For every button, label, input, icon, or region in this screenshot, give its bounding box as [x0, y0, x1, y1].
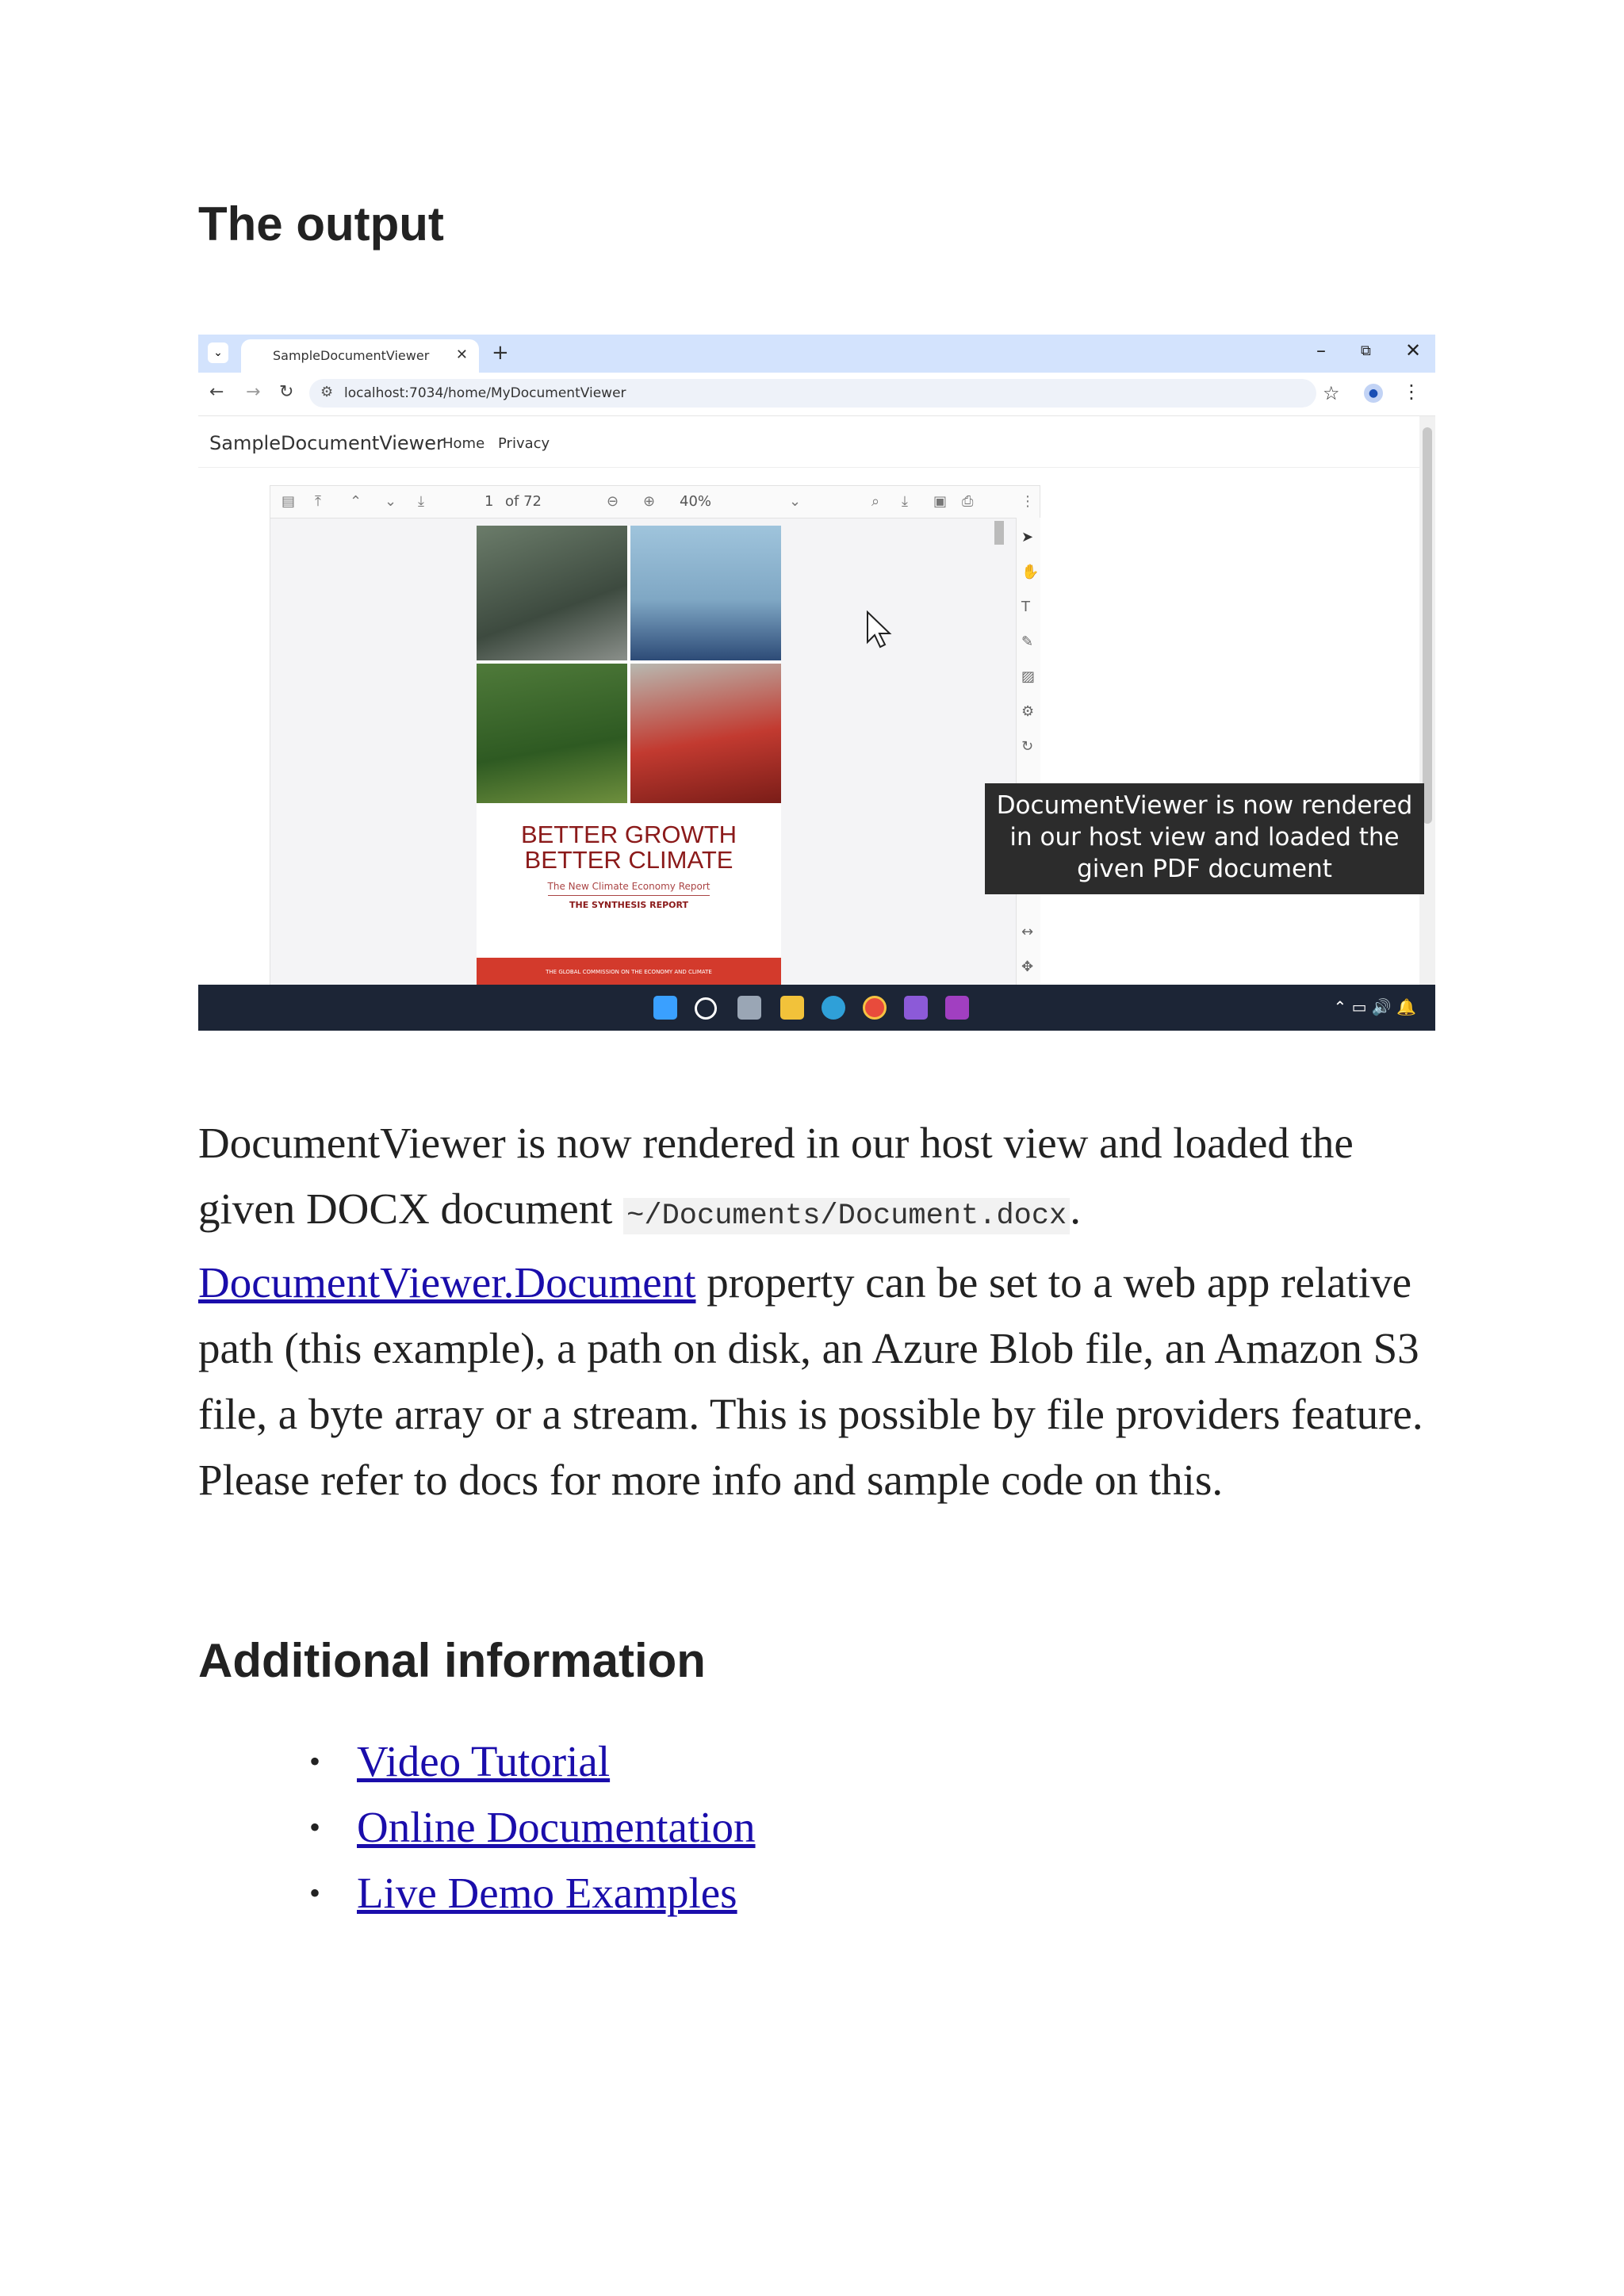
viewer-toolbar — [270, 486, 1040, 519]
window-close-icon[interactable]: ✕ — [1405, 339, 1422, 362]
additional-links-list — [198, 1728, 756, 1926]
zoom-in-icon[interactable]: ⊕ — [643, 493, 656, 510]
cover-divider — [548, 895, 710, 896]
site-settings-icon[interactable]: ⚙ — [320, 384, 334, 400]
video-caption: DocumentViewer is now rendered in our host view and loaded the given PDF document — [985, 783, 1424, 894]
profile-icon[interactable]: ● — [1364, 384, 1383, 403]
documentviewer-document-link[interactable]: DocumentViewer.Document — [198, 1258, 696, 1307]
viewer-scrollbar[interactable] — [994, 521, 1004, 545]
paragraph-text-2: . — [1070, 1184, 1082, 1233]
list-item — [357, 1860, 756, 1926]
new-tab-icon[interactable]: + — [492, 341, 509, 365]
live-demo-examples-link[interactable]: Live Demo Examples — [357, 1869, 737, 1917]
section-heading-output: The output — [198, 197, 444, 251]
paragraph-text-3: property can be set to a web app relative path (this example), a path on disk, an Azure Blob file, an Amazon S3 file, a byte array or a stream. This is possible by file providers feature. Please refer to docs for more info and sample code on this. — [198, 1258, 1423, 1504]
back-icon[interactable]: ← — [209, 382, 224, 402]
mouse-cursor-icon — [864, 610, 896, 650]
browser-tab[interactable] — [241, 339, 479, 373]
cover-photo-cyclists — [477, 526, 627, 660]
thumbnails-icon[interactable]: ▤ — [282, 493, 296, 510]
nav-privacy[interactable]: Privacy — [498, 435, 550, 452]
image-tool-icon[interactable]: ▨ — [1021, 668, 1036, 685]
resize-icon[interactable]: ↔ — [1021, 924, 1034, 940]
cover-photo-solar — [630, 526, 781, 660]
minimize-icon[interactable]: – — [1316, 339, 1326, 362]
select-tool-icon[interactable]: ➤ — [1021, 529, 1034, 545]
online-documentation-link[interactable]: Online Documentation — [357, 1803, 756, 1851]
page-total: of 72 — [505, 493, 542, 510]
previous-page-icon[interactable]: ⌃ — [350, 493, 362, 510]
nav-home[interactable]: Home — [442, 435, 485, 452]
cover-photo-terraces — [477, 664, 627, 803]
address-bar-row — [198, 373, 1435, 416]
url-field[interactable] — [309, 379, 1316, 408]
cover-photos — [477, 526, 781, 803]
text-tool-icon[interactable]: T — [1021, 599, 1030, 615]
move-icon[interactable]: ✥ — [1021, 959, 1034, 975]
inline-code-path: ~/Documents/Document.docx — [623, 1198, 1070, 1234]
download-icon[interactable]: ⤓ — [902, 493, 908, 510]
forward-icon[interactable]: → — [246, 382, 261, 402]
video-tutorial-link[interactable]: Video Tutorial — [357, 1737, 611, 1785]
file-explorer-icon[interactable] — [780, 996, 804, 1020]
reload-icon[interactable]: ↻ — [279, 382, 294, 402]
pdf-page — [477, 526, 781, 993]
task-view-icon[interactable] — [737, 996, 761, 1020]
cover-title-line2: BETTER CLIMATE — [524, 846, 733, 874]
search-icon[interactable]: ⌕ — [871, 493, 880, 510]
restore-icon[interactable]: ⧉ — [1361, 342, 1371, 359]
more-icon[interactable]: ⋮ — [1021, 493, 1035, 510]
stamp-tool-icon[interactable]: ⚙ — [1021, 703, 1035, 720]
visual-studio-icon[interactable] — [904, 996, 928, 1020]
browser-tab-bar — [198, 335, 1435, 373]
page-number[interactable]: 1 — [485, 493, 494, 510]
edge-icon[interactable] — [822, 996, 845, 1020]
cover-band: THE GLOBAL COMMISSION ON THE ECONOMY AND CLIMATE — [477, 958, 781, 986]
system-tray[interactable]: ⌃ ▭ 🔊 🔔 — [1333, 997, 1416, 1016]
section-heading-additional: Additional information — [198, 1634, 706, 1687]
taskbar-search-icon[interactable] — [695, 997, 717, 1020]
list-item — [357, 1794, 756, 1860]
close-icon[interactable]: ✕ — [455, 346, 468, 363]
url-text: localhost:7034/home/MyDocumentViewer — [344, 385, 626, 401]
tab-title: SampleDocumentViewer — [273, 348, 430, 363]
pen-tool-icon[interactable]: ✎ — [1021, 633, 1034, 650]
first-page-icon[interactable]: ⤒ — [315, 493, 321, 510]
pan-tool-icon[interactable]: ✋ — [1021, 564, 1040, 580]
chrome-icon[interactable] — [863, 996, 887, 1020]
bookmark-star-icon[interactable]: ☆ — [1323, 382, 1340, 404]
windows-taskbar — [198, 985, 1435, 1031]
cover-photo-bus — [630, 664, 781, 803]
description-paragraph — [198, 1110, 1435, 1513]
start-icon[interactable] — [653, 996, 677, 1020]
document-viewer — [270, 485, 1040, 994]
cover-report-name: THE SYNTHESIS REPORT — [569, 900, 688, 910]
browser-menu-icon[interactable]: ⋮ — [1402, 381, 1421, 403]
paragraph-text-1: DocumentViewer is now rendered in our host view and loaded the given DOCX document — [198, 1119, 1354, 1233]
app-icon[interactable] — [945, 996, 969, 1020]
print-icon[interactable]: ⎙ — [962, 493, 974, 510]
next-page-icon[interactable]: ⌄ — [385, 493, 397, 510]
app-navbar — [198, 416, 1419, 468]
app-brand[interactable]: SampleDocumentViewer — [209, 432, 444, 454]
zoom-out-icon[interactable]: ⊖ — [607, 493, 619, 510]
cover-title-line1: BETTER GROWTH — [520, 821, 737, 848]
zoom-dropdown-icon[interactable]: ⌄ — [789, 493, 802, 510]
list-item — [357, 1728, 756, 1794]
cover-subtitle: The New Climate Economy Report — [547, 881, 710, 892]
zoom-level[interactable]: 40% — [680, 493, 712, 510]
last-page-icon[interactable]: ⤓ — [418, 493, 424, 510]
annotation-toolbar — [1016, 518, 1040, 993]
rotate-icon[interactable]: ↻ — [1021, 738, 1034, 755]
save-icon[interactable]: ▣ — [933, 493, 948, 510]
page-scrollbar[interactable] — [1419, 416, 1435, 993]
screenshot-figure — [198, 335, 1435, 1031]
tab-search-chevron-icon[interactable]: ⌄ — [208, 342, 228, 363]
